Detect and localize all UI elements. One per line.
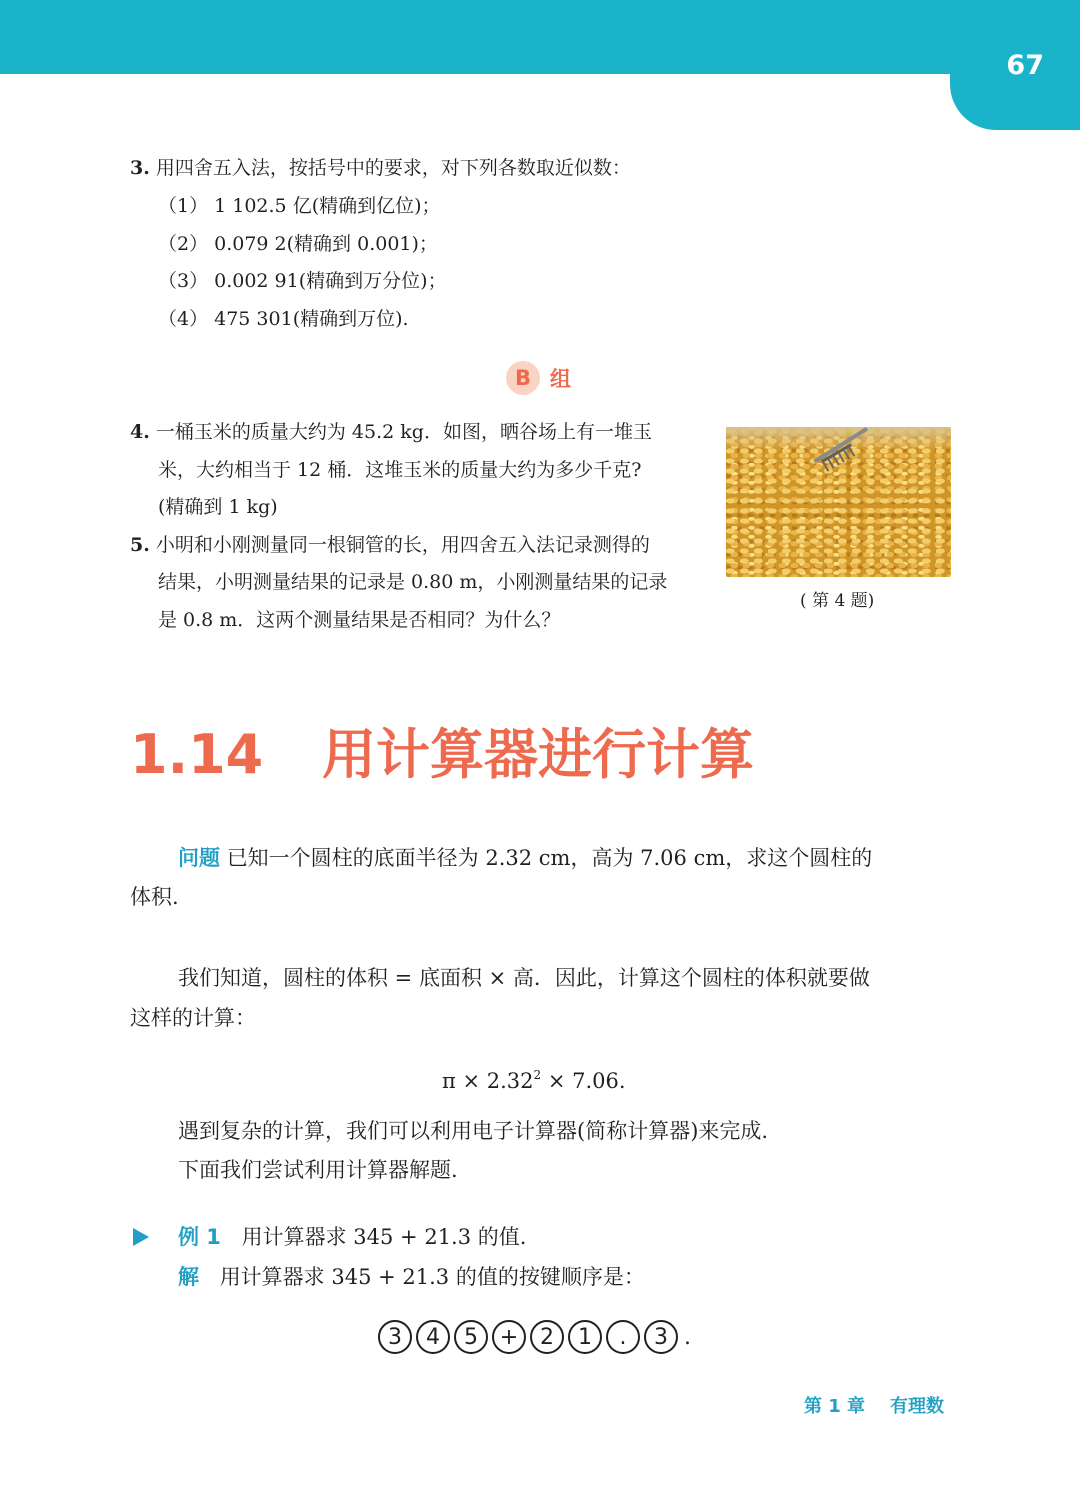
exercise-4-line-3: (精确到 1 kg) [158,496,278,518]
exercise-5 [130,532,650,558]
exercise-number: 4. [130,421,150,443]
calculator-key: 2 [530,1320,564,1354]
exercise-3-item-4: （4） 475 301(精确到万位). [158,308,409,330]
problem-line-1 [178,838,872,878]
section-number: 1.14 [130,723,264,786]
group-b-heading [506,362,571,394]
exercise-5-line-3: 是 0.8 m．这两个测量结果是否相同？为什么？ [158,609,561,631]
exercise-text: 一桶玉米的质量大约为 45.2 kg．如图，晒谷场上有一堆玉 [155,421,652,443]
exercise-text: 用四舍五入法，按括号中的要求，对下列各数取近似数： [155,157,631,179]
calculator-key: 1 [568,1320,602,1354]
problem-line-2: 体积. [130,885,179,909]
figure-caption: ( 第 4 题) [800,591,875,611]
solution-label: 解 [178,1265,199,1289]
calculator-key: 3 [644,1320,678,1354]
exercise-4 [130,419,652,445]
problem-label: 问题 [178,846,220,870]
volume-formula [442,1060,626,1096]
calculator-key: + [492,1320,526,1354]
formula-exponent: 2 [533,1068,542,1082]
group-b-badge: B [506,361,540,395]
corn-pile-photo [726,427,951,577]
example-label: 例 1 [178,1225,221,1249]
exercise-4-line-2: 米，大约相当于 12 桶．这堆玉米的质量大约为多少千克? [158,459,642,481]
exercise-number: 5. [130,534,150,556]
header-band [0,0,1080,74]
solution-text: 用计算器求 345 + 21.3 的值的按键顺序是： [219,1265,645,1289]
group-b-label: 组 [550,367,571,391]
exercise-3 [130,155,631,181]
page-number: 67 [1006,50,1044,81]
calculator-key: 5 [454,1320,488,1354]
example-marker-icon [133,1228,149,1246]
example-1 [178,1217,526,1257]
paragraph-1-line-1: 我们知道，圆柱的体积 = 底面积 × 高．因此，计算这个圆柱的体积就要做 [178,966,870,990]
key-sequence-end: . [684,1324,691,1350]
solution [178,1257,645,1297]
problem-text: 已知一个圆柱的底面半径为 2.32 cm，高为 7.06 cm，求这个圆柱的 [226,846,873,870]
footer-title: 有理数 [890,1396,944,1417]
paragraph-1-line-2: 这样的计算： [130,1006,256,1030]
footer-chapter: 第 1 章 [804,1396,866,1417]
section-title: 用计算器进行计算 [322,723,754,786]
example-text: 用计算器求 345 + 21.3 的值. [241,1225,527,1249]
exercise-3-item-2: （2） 0.079 2(精确到 0.001)； [158,233,438,255]
calculator-key: 4 [416,1320,450,1354]
calculator-key: . [606,1320,640,1354]
calculator-key: 3 [378,1320,412,1354]
exercise-5-line-2: 结果，小明测量结果的记录是 0.80 m，小刚测量结果的记录 [158,571,668,593]
key-sequence [378,1318,691,1356]
exercise-number: 3. [130,157,150,179]
exercise-3-item-1: （1） 1 102.5 亿(精确到亿位)； [158,195,441,217]
exercise-text: 小明和小刚测量同一根铜管的长，用四舍五入法记录测得的 [155,534,650,556]
formula-base: π × 2.32 [442,1069,534,1093]
exercise-3-item-3: （3） 0.002 91(精确到万分位)； [158,270,447,292]
paragraph-2-line-1: 遇到复杂的计算，我们可以利用电子计算器(简称计算器)来完成. [178,1119,769,1143]
paragraph-2-line-2: 下面我们尝试利用计算器解题. [178,1158,458,1182]
formula-rest: × 7.06. [541,1069,626,1093]
section-heading [130,720,754,790]
